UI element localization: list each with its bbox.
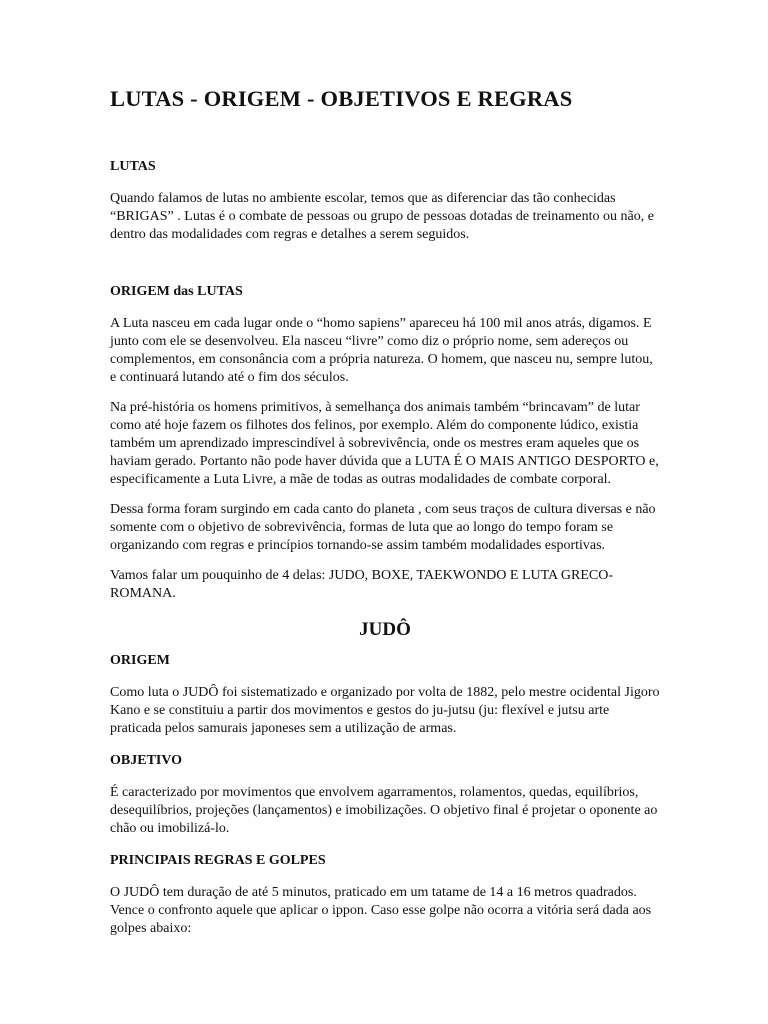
- paragraph-judo-objetivo: É caracterizado por movimentos que envolvem agarramentos, rolamentos, quedas, equilíbrios, desequilíbrios, projeções (lançamentos) e imobilizações. O objetivo final é projetar o oponente ao chão ou imobilizá-lo.: [110, 785, 658, 836]
- paragraph-lutas: Quando falamos de lutas no ambiente escolar, temos que as diferenciar das tão conhecidas “BRIGAS” . Lutas é o combate de pessoas ou grupo de pessoas dotadas de treinamento ou não, e dentro das modalidades com regras e detalhes a serem seguidos.: [110, 191, 654, 242]
- heading-judo-regras: PRINCIPAIS REGRAS E GOLPES: [110, 853, 326, 868]
- paragraph-origem-4: Vamos falar um pouquinho de 4 delas: JUDO, BOXE, TAEKWONDO E LUTA GRECO-ROMANA.: [110, 568, 613, 601]
- document-body: [110, 86, 660, 938]
- paragraph-origem-1: A Luta nasceu em cada lugar onde o “homo sapiens” apareceu há 100 mil anos atrás, digamos. E junto com ele se desenvolveu. Ela nasceu “livre” como diz o próprio nome, sem adereços ou complementos, em consonância com a própria natureza. O homem, que nasceu nu, sempre lutou, e continuará lutando até o fim dos séculos.: [110, 316, 653, 385]
- heading-origem-lutas: ORIGEM das LUTAS: [110, 284, 243, 299]
- paragraph-origem-2: Na pré-história os homens primitivos, à semelhança dos animais também “brincavam” de lutar como até hoje fazem os filhotes dos felinos, por exemplo. Além do componente lúdico, existia também um aprendizado imprescindível à sobrevivência, onde os mestres eram aqueles que os haviam gerado. Portanto não pode haver dúvida que a LUTA É O MAIS ANTIGO DESPORTO e, especificamente a Luta Livre, a mãe de todas as outras modalidades de combate corporal.: [110, 400, 659, 487]
- paragraph-judo-origem: Como luta o JUDÔ foi sistematizado e organizado por volta de 1882, pelo mestre ocidental Jigoro Kano e se constituiu a partir dos movimentos e gestos do ju-jutsu (ju: flexível e jutsu arte praticada pelos samurais japoneses sem a utilização de armas.: [110, 685, 660, 736]
- heading-judo-origem: ORIGEM: [110, 653, 170, 668]
- heading-judo-objetivo: OBJETIVO: [110, 753, 183, 768]
- heading-judo: JUDÔ: [359, 619, 411, 640]
- document-title: LUTAS - ORIGEM - OBJETIVOS E REGRAS: [110, 86, 573, 111]
- heading-lutas: LUTAS: [110, 159, 156, 174]
- paragraph-origem-3: Dessa forma foram surgindo em cada canto do planeta , com seus traços de cultura diversas e não somente com o objetivo de sobrevivência, formas de luta que ao longo do tempo foram se organizando com regras e princípios tornando-se assim também modalidades esportivas.: [110, 502, 656, 553]
- paragraph-judo-regras: O JUDÔ tem duração de até 5 minutos, praticado em um tatame de 14 a 16 metros quadrados. Vence o confronto aquele que aplicar o ippon. Caso esse golpe não ocorra a vitória será dada aos golpes abaixo:: [110, 885, 652, 936]
